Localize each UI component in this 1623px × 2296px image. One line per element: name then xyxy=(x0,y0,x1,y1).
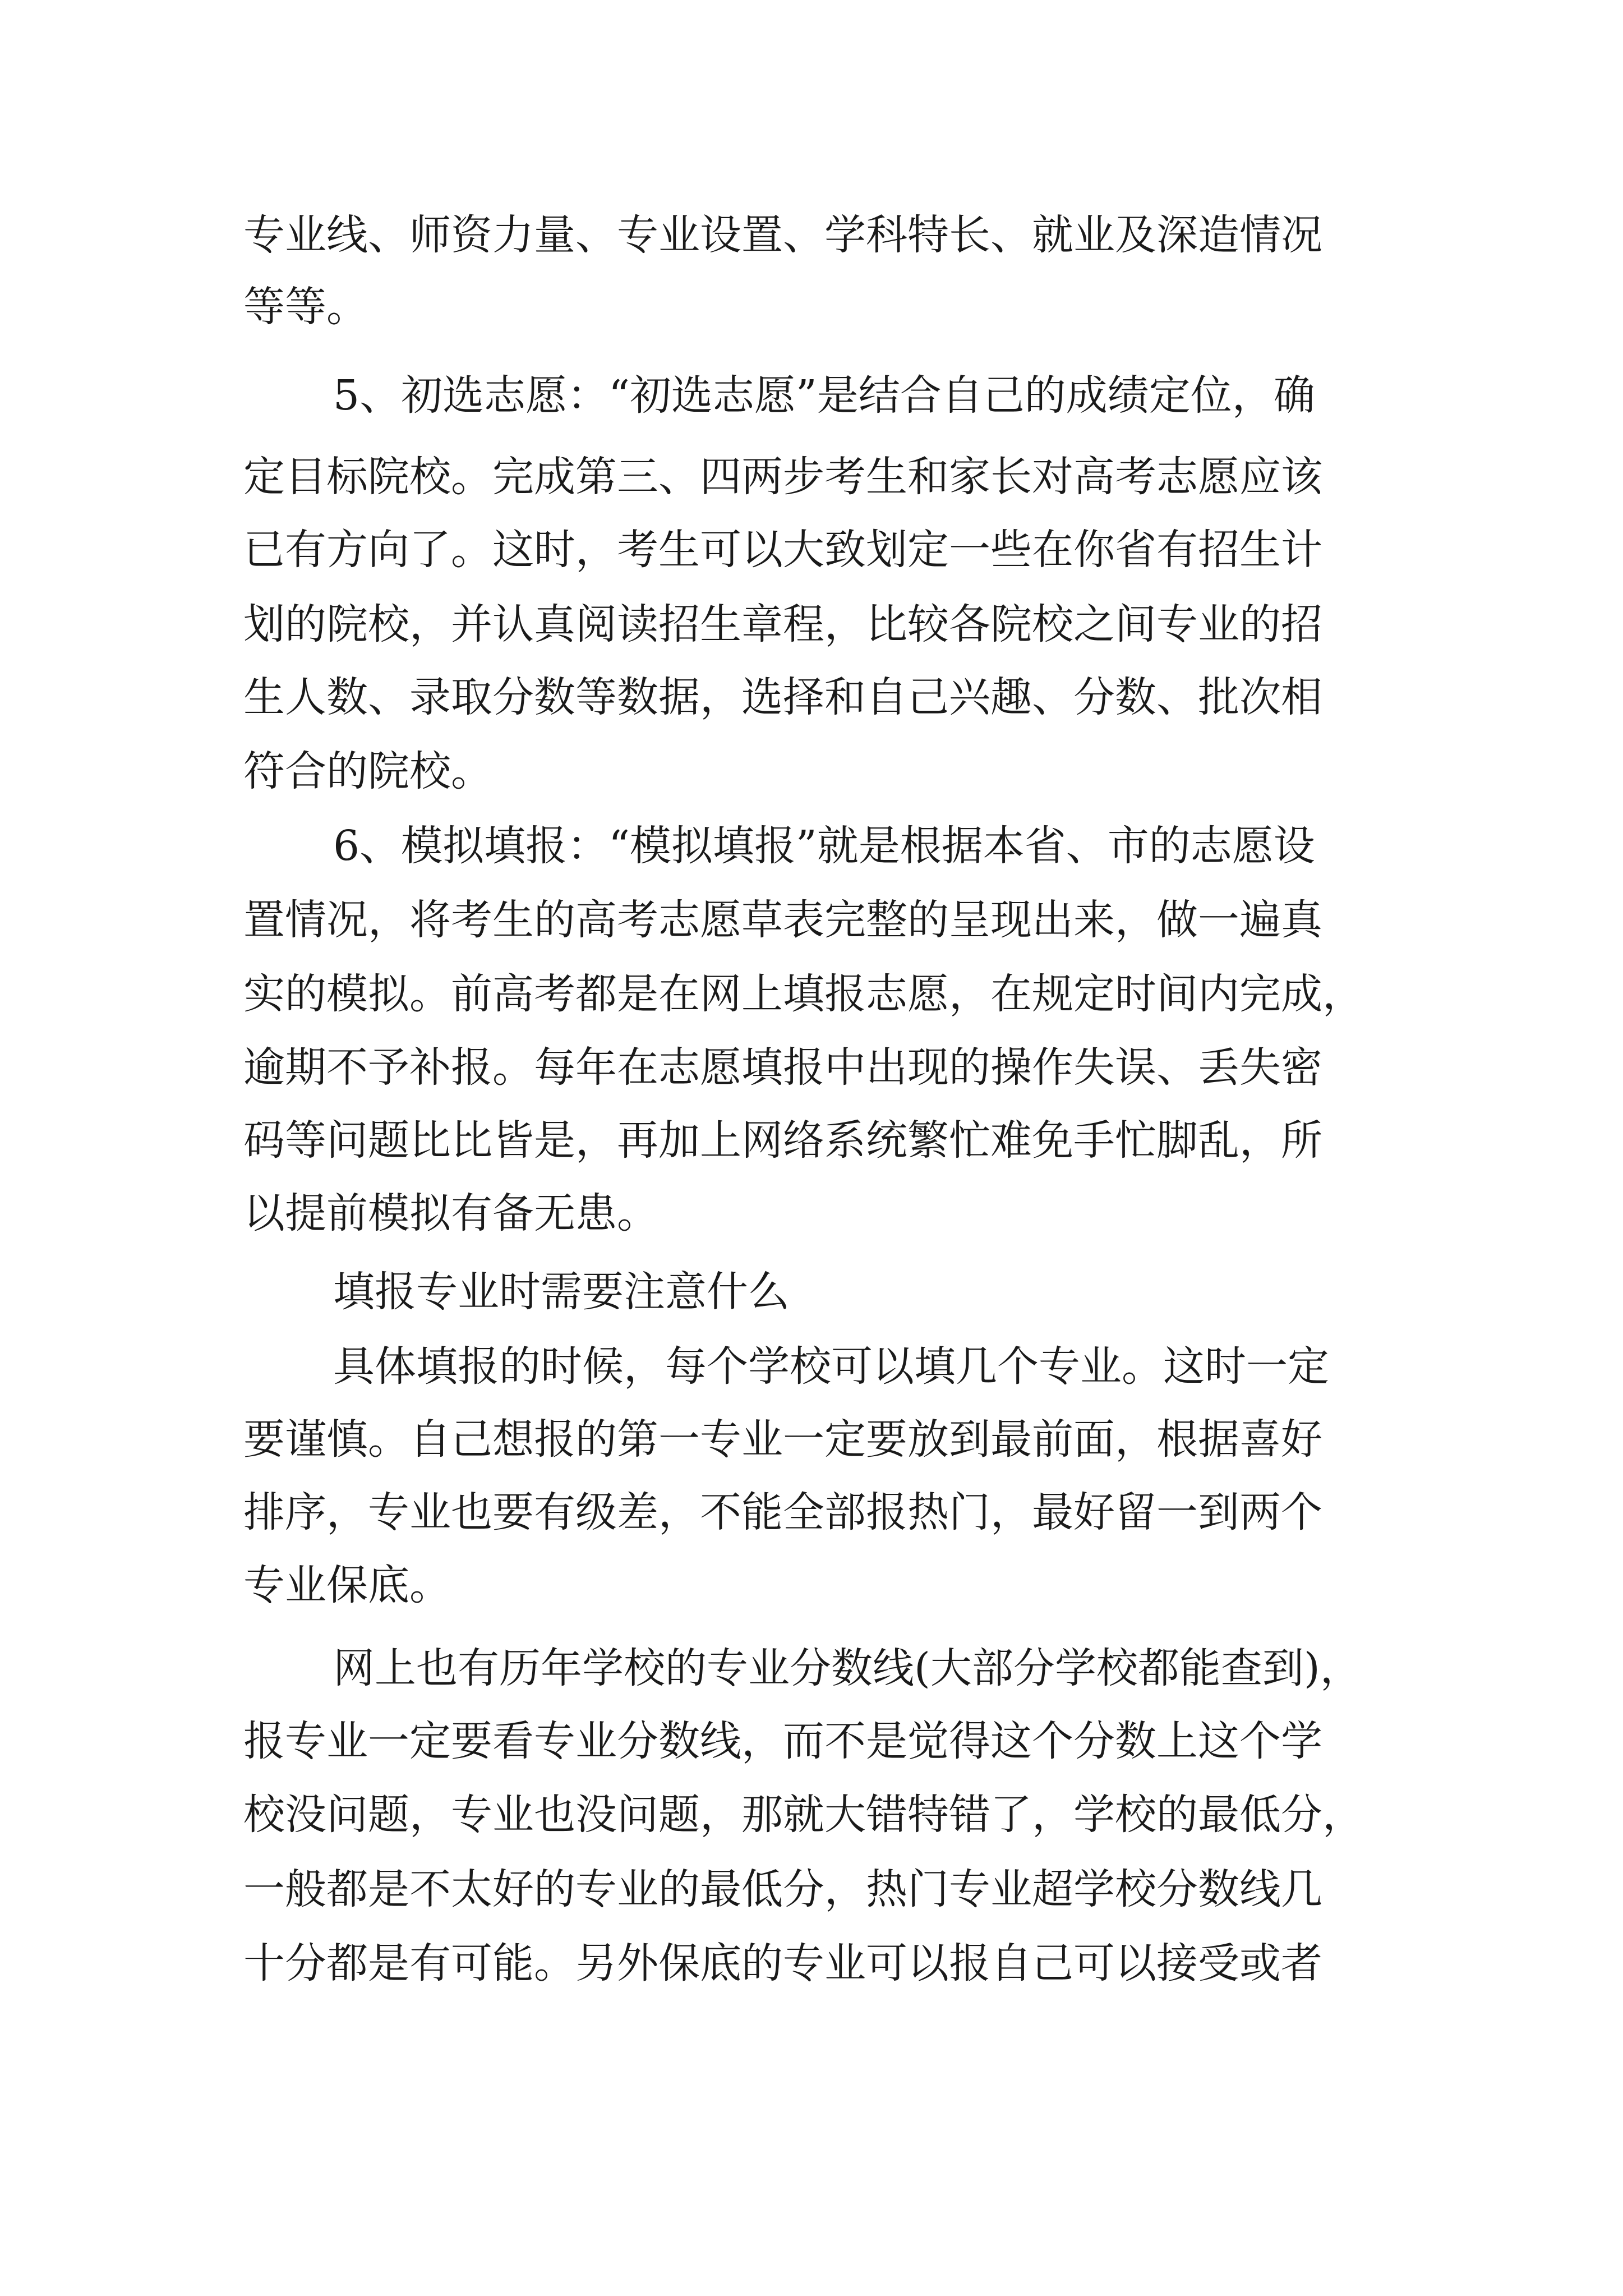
text-line-13: 码等问题比比皆是，再加上网络系统繁忙难免手忙脚乱，所 xyxy=(243,1116,1322,1165)
text-line-2: 等等。 xyxy=(243,283,368,331)
text-line-12: 逾期不予补报。每年在志愿填报中出现的操作失误、丢失密 xyxy=(243,1043,1322,1092)
text-line-22: 校没问题，专业也没问题，那就大错特错了，学校的最低分， xyxy=(243,1791,1364,1839)
text-line-23: 一般都是不太好的专业的最低分，热门专业超学校分数线几 xyxy=(243,1865,1322,1913)
text-line-18: 排序，专业也要有级差，不能全部报热门，最好留一到两个 xyxy=(243,1488,1322,1536)
paragraph-5-title: 5、初选志愿：“初选志愿”是结合自己的成绩定位，确 xyxy=(333,371,1315,420)
text-line-6: 划的院校，并认真阅读招生章程，比较各院校之间专业的招 xyxy=(243,600,1322,648)
text-line-16: 具体填报的时候，每个学校可以填几个专业。这时一定 xyxy=(333,1342,1329,1391)
text-line-4: 定目标院校。完成第三、四两步考生和家长对高考志愿应该 xyxy=(243,453,1322,501)
text-line-14: 以提前模拟有备无患。 xyxy=(243,1189,658,1237)
text-line-19: 专业保底。 xyxy=(243,1561,451,1609)
paragraph-6-title: 6、模拟填报：“模拟填报”就是根据本省、市的志愿设 xyxy=(333,822,1315,870)
text-line-5: 已有方向了。这时，考生可以大致划定一些在你省有招生计 xyxy=(243,526,1322,574)
text-line-20: 网上也有历年学校的专业分数线(大部分学校都能查到)， xyxy=(333,1644,1362,1692)
section-heading: 填报专业时需要注意什么 xyxy=(333,1268,790,1316)
text-line-11: 实的模拟。前高考都是在网上填报志愿，在规定时间内完成， xyxy=(243,970,1364,1018)
text-line-1: 专业线、师资力量、专业设置、学科特长、就业及深造情况 xyxy=(243,211,1322,259)
text-line-24: 十分都是有可能。另外保底的专业可以报自己可以接受或者 xyxy=(243,1939,1322,1987)
text-line-8: 符合的院校。 xyxy=(243,747,492,795)
text-line-21: 报专业一定要看专业分数线，而不是觉得这个分数上这个学 xyxy=(243,1717,1322,1765)
text-line-7: 生人数、录取分数等数据，选择和自己兴趣、分数、批次相 xyxy=(243,673,1322,721)
text-line-17: 要谨慎。自己想报的第一专业一定要放到最前面，根据喜好 xyxy=(243,1415,1322,1464)
text-line-10: 置情况，将考生的高考志愿草表完整的呈现出来，做一遍真 xyxy=(243,896,1322,944)
